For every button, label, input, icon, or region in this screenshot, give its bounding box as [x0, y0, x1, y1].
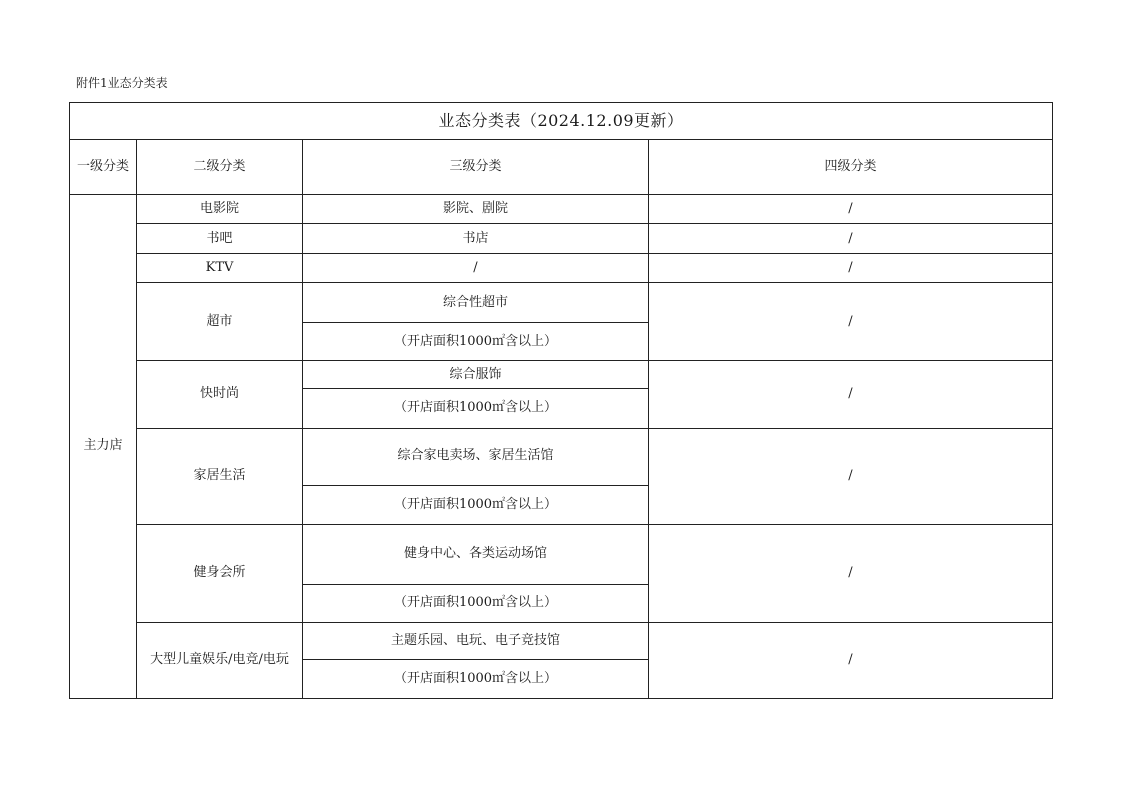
- table-row: [70, 224, 1053, 254]
- table-row: [70, 428, 1053, 485]
- table-row: [70, 524, 1053, 584]
- level4-cell: /: [649, 254, 1053, 283]
- level3-cell: 综合服饰: [303, 361, 649, 389]
- header-row: [70, 140, 1053, 195]
- title-row: [70, 103, 1053, 140]
- level3-cell: 影院、剧院: [303, 195, 649, 224]
- level4-cell: /: [649, 195, 1053, 224]
- attachment-label: 附件1业态分类表: [76, 76, 168, 90]
- level2-cell: KTV: [137, 254, 303, 283]
- level4-cell: /: [649, 524, 1053, 622]
- level3-cell: 健身中心、各类运动场馆: [303, 524, 649, 584]
- level3-cell: 综合家电卖场、家居生活馆: [303, 428, 649, 485]
- header-level2: 二级分类: [137, 140, 303, 195]
- business-category-table: [69, 102, 1053, 699]
- table-row: [70, 361, 1053, 389]
- table-row: [70, 254, 1053, 283]
- level3-note-cell: （开店面积1000㎡含以上）: [303, 584, 649, 622]
- level2-cell: 健身会所: [137, 524, 303, 622]
- level4-cell: /: [649, 361, 1053, 428]
- header-level3: 三级分类: [303, 140, 649, 195]
- table-row: [70, 283, 1053, 323]
- level4-cell: /: [649, 283, 1053, 361]
- table-title: 业态分类表（2024.12.09更新）: [70, 103, 1053, 140]
- table-row: [70, 622, 1053, 659]
- header-level1: 一级分类: [70, 140, 137, 195]
- level2-cell: 家居生活: [137, 428, 303, 524]
- level4-cell: /: [649, 428, 1053, 524]
- header-level4: 四级分类: [649, 140, 1053, 195]
- level4-cell: /: [649, 224, 1053, 254]
- level3-note-cell: （开店面积1000㎡含以上）: [303, 659, 649, 698]
- level3-note-cell: （开店面积1000㎡含以上）: [303, 323, 649, 361]
- table-row: [70, 195, 1053, 224]
- level2-cell: 快时尚: [137, 361, 303, 428]
- level2-cell: 大型儿童娱乐/电竞/电玩: [137, 622, 303, 698]
- level4-cell: /: [649, 622, 1053, 698]
- level3-cell: 主题乐园、电玩、电子竞技馆: [303, 622, 649, 659]
- level3-cell: 书店: [303, 224, 649, 254]
- level3-cell: /: [303, 254, 649, 283]
- level3-note-cell: （开店面积1000㎡含以上）: [303, 389, 649, 428]
- level3-note-cell: （开店面积1000㎡含以上）: [303, 485, 649, 524]
- level3-cell: 综合性超市: [303, 283, 649, 323]
- level1-cell: 主力店: [70, 195, 137, 699]
- level2-cell: 电影院: [137, 195, 303, 224]
- level2-cell: 书吧: [137, 224, 303, 254]
- level2-cell: 超市: [137, 283, 303, 361]
